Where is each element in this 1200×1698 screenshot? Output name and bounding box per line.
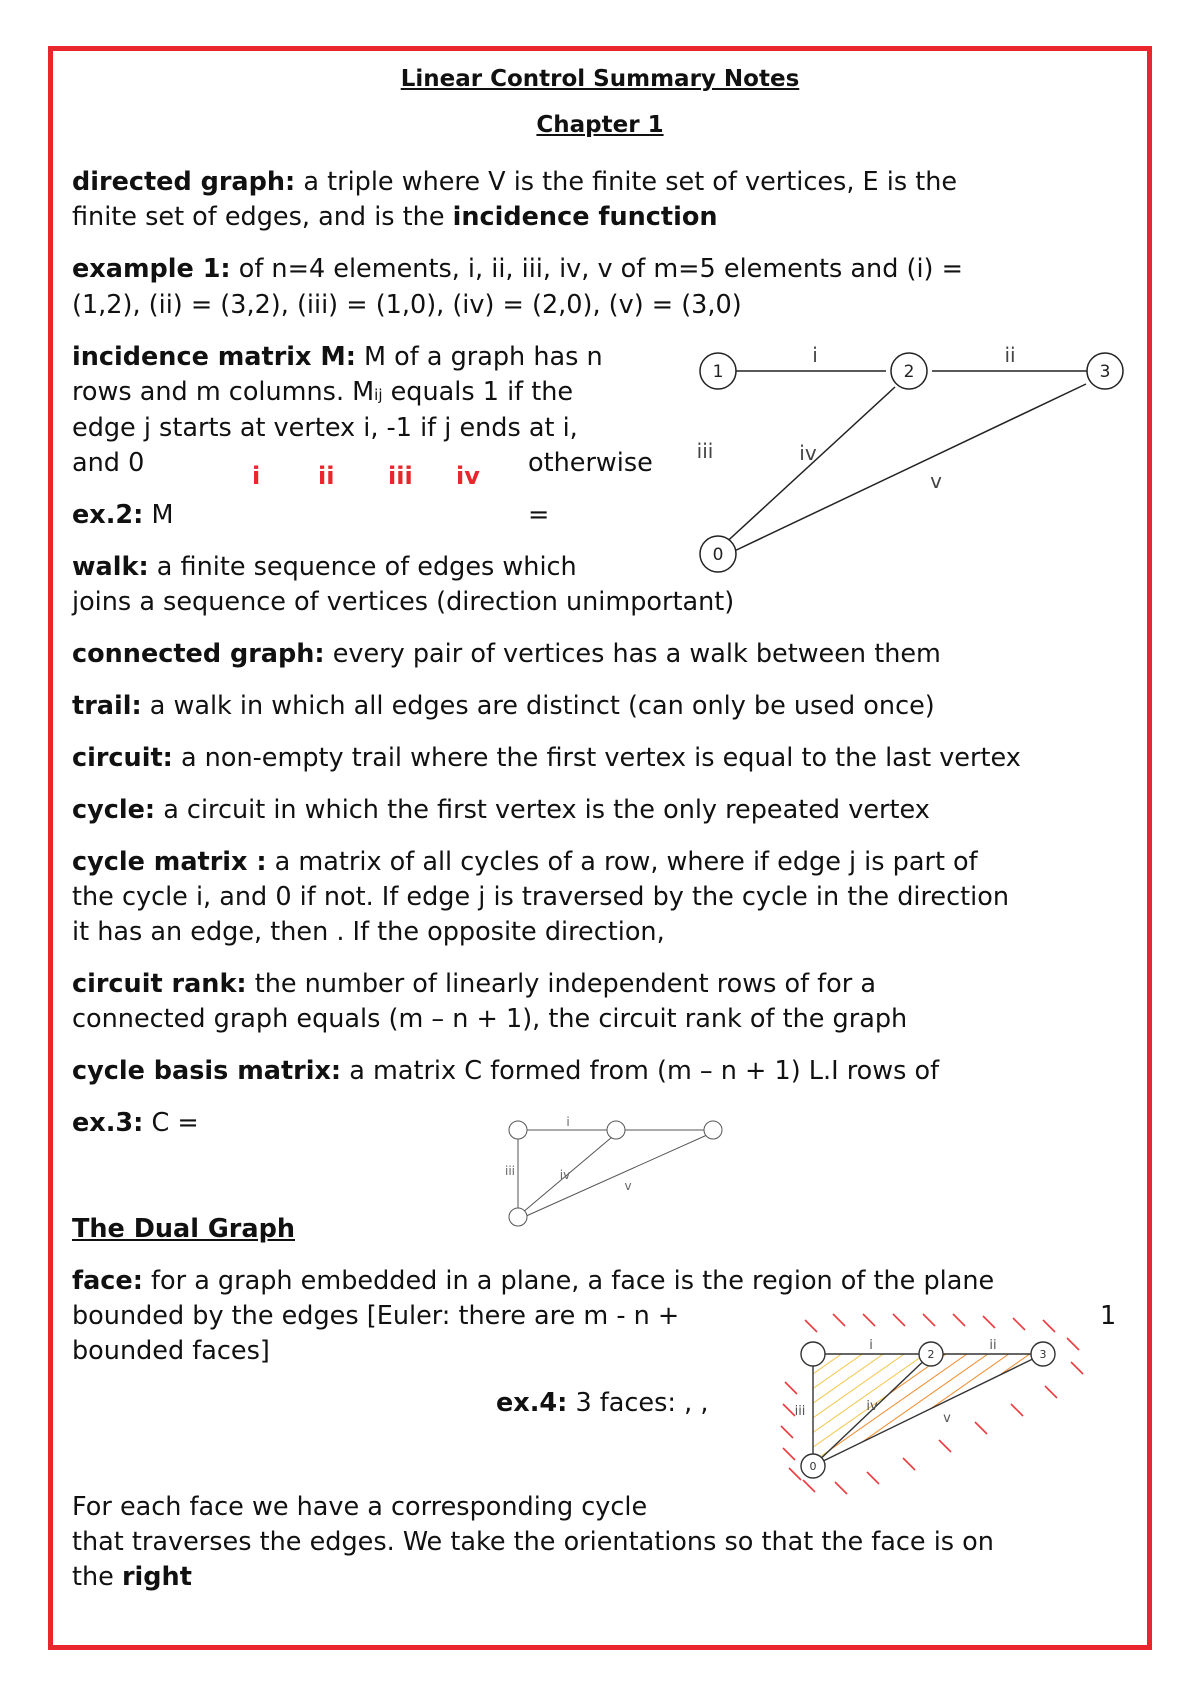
edge-label: i: [812, 343, 818, 367]
vertex-label: 2: [927, 1348, 935, 1361]
cycle-def: cycle: a circuit in which the first vertex is the only repeated vertex: [72, 795, 930, 825]
ex2-label: ex.2: M: [72, 500, 174, 530]
edge-label: ii: [1004, 343, 1016, 367]
face-line3: bounded faces]: [72, 1336, 270, 1366]
circuit-def: circuit: a non-empty trail where the first vertex is equal to the last vertex: [72, 743, 1021, 773]
face-line2-end: 1: [1100, 1301, 1117, 1331]
matrix-col-label: iii: [388, 462, 413, 490]
incidence-line3: edge j starts at vertex i, -1 if j ends at i,: [72, 413, 578, 443]
edge-label: iii: [794, 1404, 806, 1419]
edge-label: iv: [799, 441, 817, 465]
face-line2: bounded by the edges [Euler: there are m - n +: [72, 1301, 680, 1331]
matrix-col-label: iv: [456, 462, 480, 490]
vertex-label: 0: [712, 545, 724, 565]
example1-line2: (1,2), (ii) = (3,2), (iii) = (1,0), (iv) = (2,0), (v) = (3,0): [72, 290, 742, 320]
vertex-label: 1: [712, 362, 724, 382]
cycle-matrix-line1: cycle matrix : a matrix of all cycles of a row, where if edge j is part of: [72, 847, 978, 877]
chapter-heading: Chapter 1: [536, 112, 664, 138]
circuit-rank-line1: circuit rank: the number of linearly independent rows of for a: [72, 969, 876, 999]
edge-label: iii: [696, 439, 714, 463]
edge-label: iii: [504, 1164, 516, 1178]
vertex-label: 2: [903, 362, 915, 382]
graph-diagram-small: [504, 1115, 730, 1235]
vertex-label: 0: [809, 1460, 817, 1473]
cycle-basis-def: cycle basis matrix: a matrix C formed from (m – n + 1) L.I rows of: [72, 1056, 940, 1086]
incidence-line4b: otherwise: [528, 448, 653, 478]
incidence-line1: incidence matrix M: M of a graph has n: [72, 342, 603, 372]
walk-line1: walk: a finite sequence of edges which: [72, 552, 577, 582]
edge-label: i: [869, 1338, 873, 1353]
edge-label: iv: [559, 1168, 571, 1182]
ex4-label: ex.4: 3 faces: , ,: [496, 1388, 709, 1418]
edge-label: v: [624, 1179, 632, 1193]
edge-label: iv: [866, 1399, 878, 1414]
cycle-matrix-line3: it has an edge, then . If the opposite direction,: [72, 917, 665, 947]
ex3-label: ex.3: C =: [72, 1108, 199, 1138]
circuit-rank-line2: connected graph equals (m – n + 1), the circuit rank of the graph: [72, 1004, 908, 1034]
directed-graph-line2: finite set of edges, and is the incidence function: [72, 202, 718, 232]
matrix-col-label: i: [252, 462, 261, 490]
edge-label: v: [930, 469, 942, 493]
graph-diagram-main: [690, 340, 1130, 580]
example1-line1: example 1: of n=4 elements, i, ii, iii, iv, v of m=5 elements and (i) =: [72, 254, 963, 284]
incidence-line4a: and 0: [72, 448, 145, 478]
ex2-equals: =: [528, 500, 550, 530]
graph-diagram-faces: [775, 1312, 1095, 1497]
directed-graph-line1: directed graph: a triple where V is the finite set of vertices, E is the: [72, 167, 958, 197]
vertex-label: 3: [1099, 362, 1111, 382]
dual-graph-heading: The Dual Graph: [72, 1214, 295, 1244]
cycle-matrix-line2: the cycle i, and 0 if not. If edge j is traversed by the cycle in the direction: [72, 882, 1009, 912]
final-line2: that traverses the edges. We take the orientations so that the face is on: [72, 1527, 994, 1557]
face-line1: face: for a graph embedded in a plane, a face is the region of the plane: [72, 1266, 995, 1296]
matrix-col-label: ii: [318, 462, 335, 490]
incidence-line2: rows and m columns. Mij equals 1 if the: [72, 377, 574, 407]
vertex-label: 3: [1039, 1348, 1047, 1361]
edge-label: i: [566, 1115, 570, 1129]
final-line3: the right: [72, 1562, 192, 1592]
edge-label: ii: [989, 1338, 997, 1353]
connected-graph-def: connected graph: every pair of vertices has a walk between them: [72, 639, 941, 669]
edge-label: v: [943, 1411, 951, 1426]
trail-def: trail: a walk in which all edges are distinct (can only be used once): [72, 691, 935, 721]
page-title: Linear Control Summary Notes: [400, 66, 800, 92]
walk-line2: joins a sequence of vertices (direction unimportant): [72, 587, 735, 617]
final-line1: For each face we have a corresponding cycle: [72, 1492, 648, 1522]
